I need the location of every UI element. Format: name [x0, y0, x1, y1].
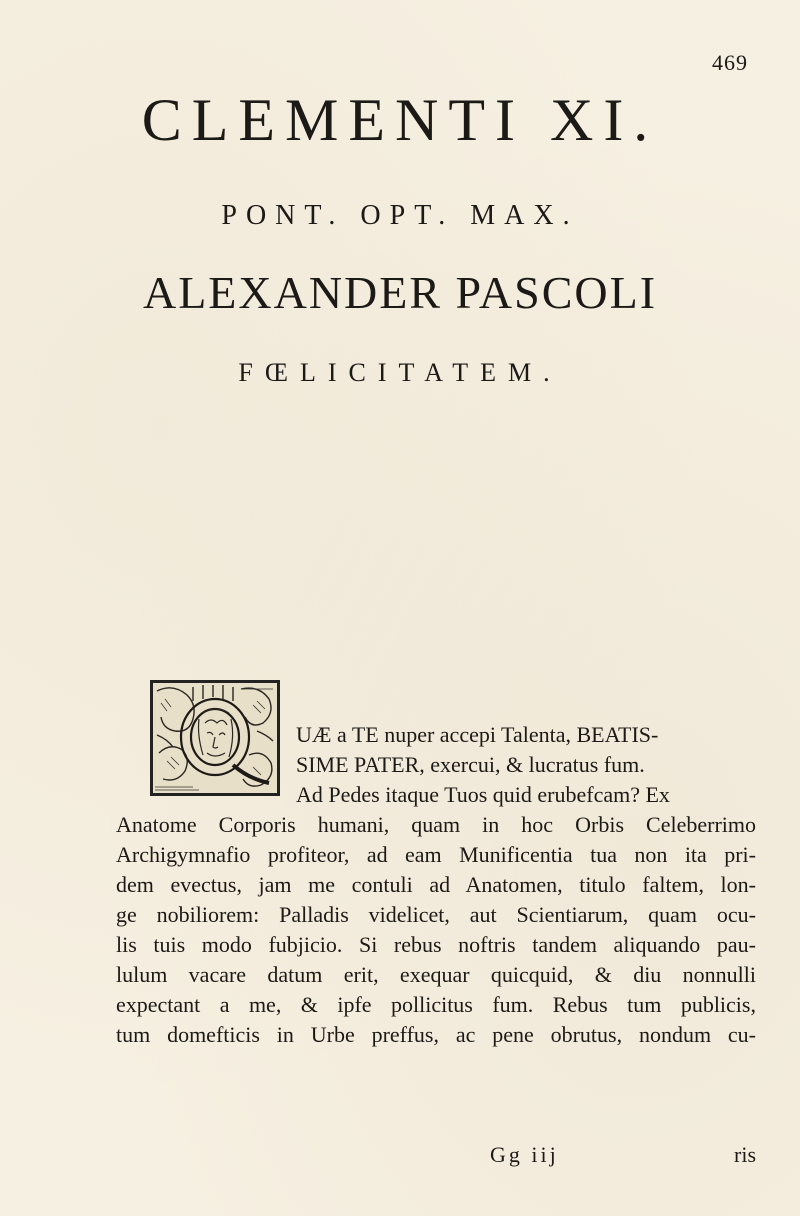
- dedication-title: CLEMENTI XI.: [141, 87, 659, 153]
- ornament-engraving: [153, 683, 277, 793]
- text-line: expectant a me, & ipfe pollicitus fum. Rebus tum publicis,: [116, 992, 756, 1017]
- catchword: ris: [734, 1142, 756, 1167]
- text-line: SIME PATER, exercui, & lucratus fum.: [296, 752, 645, 777]
- author-name: ALEXANDER PASCOLI: [142, 267, 658, 318]
- text-line: lulum vacare datum erit, exequar quicquid, & diu nonnulli: [116, 962, 756, 987]
- text-line: ge nobiliorem: Palladis videlicet, aut Scientiarum, quam ocu-: [116, 902, 756, 927]
- greeting-word: FŒLICITATEM.: [238, 358, 562, 387]
- dedication-subtitle: PONT. OPT. MAX.: [221, 200, 579, 231]
- opening-lines: [296, 720, 756, 810]
- text-line: Ad Pedes itaque Tuos quid erubefcam? Ex: [296, 782, 670, 807]
- dedication-body: [116, 810, 756, 1050]
- text-line: UÆ a TE nuper accepi Talenta, BEATIS-: [296, 722, 659, 747]
- signature-mark: Gg iij: [490, 1142, 559, 1167]
- text-line: lis tuis modo fubjicio. Si rebus noftris tandem aliquando pau-: [116, 932, 756, 957]
- page-number: 469: [712, 50, 748, 75]
- text-line: tum domefticis in Urbe preffus, ac pene obrutus, nondum cu-: [116, 1022, 756, 1047]
- text-line: Anatome Corporis humani, quam in hoc Orbis Celeberrimo: [116, 812, 756, 837]
- decorated-initial-q-icon: [150, 680, 280, 796]
- text-line: dem evectus, jam me contuli ad Anatomen, titulo faltem, lon-: [116, 872, 756, 897]
- text-line: Archigymnafio profiteor, ad eam Munificentia tua non ita pri-: [116, 842, 756, 867]
